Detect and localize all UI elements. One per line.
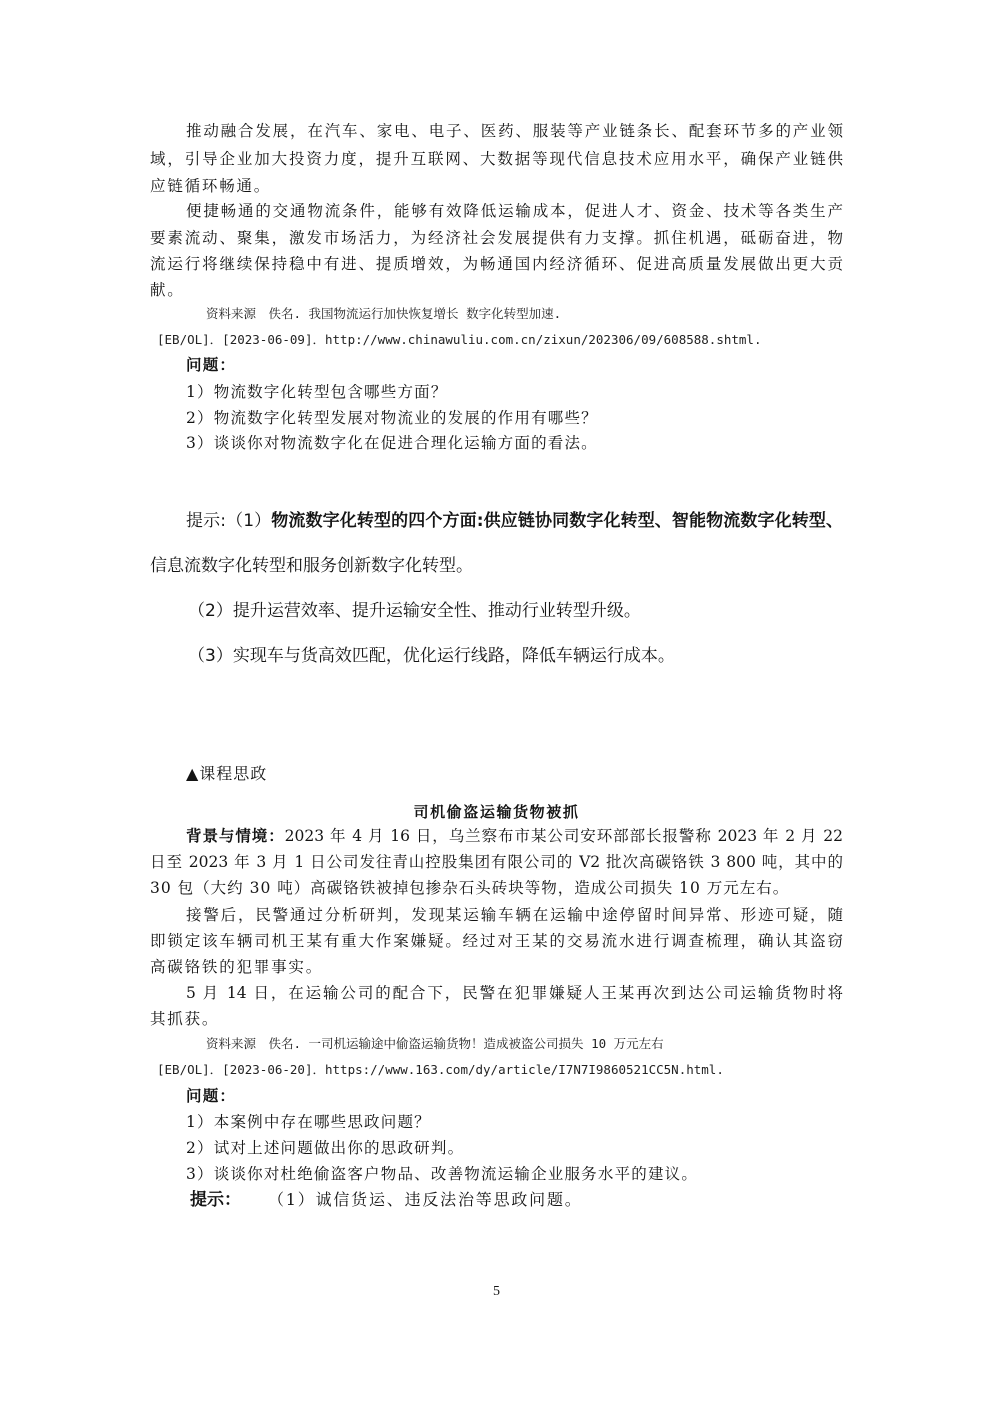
case-question-item: 3）谈谈你对杜绝偷盗客户物品、改善物流运输企业服务水平的建议。 bbox=[186, 1165, 699, 1183]
article-para1-line: 应链循环畅通。 bbox=[150, 177, 272, 195]
article-source-citation: [EB/OL]．[2023-06-09]．http://www.chinawuliu.com.cn/zixun/202306/09/608588.shtml. bbox=[157, 332, 762, 347]
case-line: 即锁定该车辆司机王某有重大作案嫌疑。经过对王某的交易流水进行调查梳理，确认其盗窃 bbox=[150, 932, 843, 950]
section-marker: ▲课程思政 bbox=[186, 764, 268, 783]
case-line: 其抓获。 bbox=[150, 1010, 220, 1028]
case-hint-label: 提示： bbox=[190, 1190, 241, 1210]
article-para2-line: 要素流动、聚集，激发市场活力，为经济社会发展提供有力支撑。抓住机遇，砥砺奋进，物 bbox=[150, 229, 843, 247]
page-number: 5 bbox=[493, 1284, 500, 1299]
case-line: 高碳铬铁的犯罪事实。 bbox=[150, 958, 324, 976]
article-hint-line2: 信息流数字化转型和服务创新数字化转型。 bbox=[150, 556, 473, 576]
article-hint-label: 提示:（1） bbox=[186, 511, 272, 531]
case-source-line: 资料来源 佚名. 一司机运输途中偷盗运输货物！造成被盗公司损失 10 万元左右 bbox=[206, 1036, 664, 1051]
case-question-item: 2）试对上述问题做出你的思政研判。 bbox=[186, 1139, 465, 1157]
case-questions-heading: 问题： bbox=[186, 1086, 237, 1105]
case-line: 日至 2023 年 3 月 1 日公司发往青山控股集团有限公司的 V2 批次高碳铬铁 3 800 吨，其中的 bbox=[150, 853, 843, 871]
article-para2-line: 献。 bbox=[150, 281, 185, 299]
article-hint-item3: （3）实现车与货高效匹配，优化运行线路，降低车辆运行成本。 bbox=[188, 646, 675, 666]
article-questions-heading: 问题： bbox=[186, 355, 237, 374]
article-para1-line: 推动融合发展，在汽车、家电、电子、医药、服装等产业链条长、配套环节多的产业领 bbox=[186, 122, 843, 140]
article-hint-line1 bbox=[186, 509, 843, 533]
case-title: 司机偷盗运输货物被抓 bbox=[413, 803, 580, 821]
case-hint-text: （1）诚信货运、违反法治等思政问题。 bbox=[268, 1190, 583, 1209]
case-source-citation: [EB/OL]．[2023-06-20]．https://www.163.com/dy/article/I7N7I9860521CC5N.html. bbox=[157, 1062, 724, 1077]
article-hint-item2: （2）提升运营效率、提升运输安全性、推动行业转型升级。 bbox=[188, 601, 641, 621]
article-question-item: 3）谈谈你对物流数字化在促进合理化运输方面的看法。 bbox=[186, 434, 598, 452]
case-background-text: 2023 年 4 月 16 日，乌兰察布市某公司安环部部长报警称 2023 年 2 月 22 bbox=[284, 827, 843, 845]
article-source-line: 资料来源 佚名. 我国物流运行加快恢复增长 数字化转型加速. bbox=[206, 306, 562, 321]
case-line: 5 月 14 日，在运输公司的配合下，民警在犯罪嫌疑人王某再次到达公司运输货物时将 bbox=[186, 984, 843, 1002]
case-background-line bbox=[186, 826, 843, 846]
case-question-item: 1）本案例中存在哪些思政问题？ bbox=[186, 1113, 431, 1131]
case-line: 接警后，民警通过分析研判，发现某运输车辆在运输中途停留时间异常、形迹可疑，随 bbox=[186, 906, 843, 924]
case-line: 30 包（大约 30 吨）高碳铬铁被掉包掺杂石头砖块等物，造成公司损失 10 万元左右。 bbox=[150, 879, 790, 897]
article-question-item: 2）物流数字化转型发展对物流业的发展的作用有哪些？ bbox=[186, 409, 598, 427]
article-para2-line: 便捷畅通的交通物流条件，能够有效降低运输成本，促进人才、资金、技术等各类生产 bbox=[186, 202, 843, 220]
article-question-item: 1）物流数字化转型包含哪些方面？ bbox=[186, 383, 448, 401]
article-para2-line: 流运行将继续保持稳中有进、提质增效，为畅通国内经济循环、促进高质量发展做出更大贡 bbox=[150, 255, 843, 273]
article-hint-text: 物流数字化转型的四个方面:供应链协同数字化转型、智能物流数字化转型、 bbox=[271, 511, 844, 531]
article-para1-line: 域，引导企业加大投资力度，提升互联网、大数据等现代信息技术应用水平，确保产业链供 bbox=[150, 150, 843, 168]
case-background-label: 背景与情境： bbox=[186, 826, 285, 845]
